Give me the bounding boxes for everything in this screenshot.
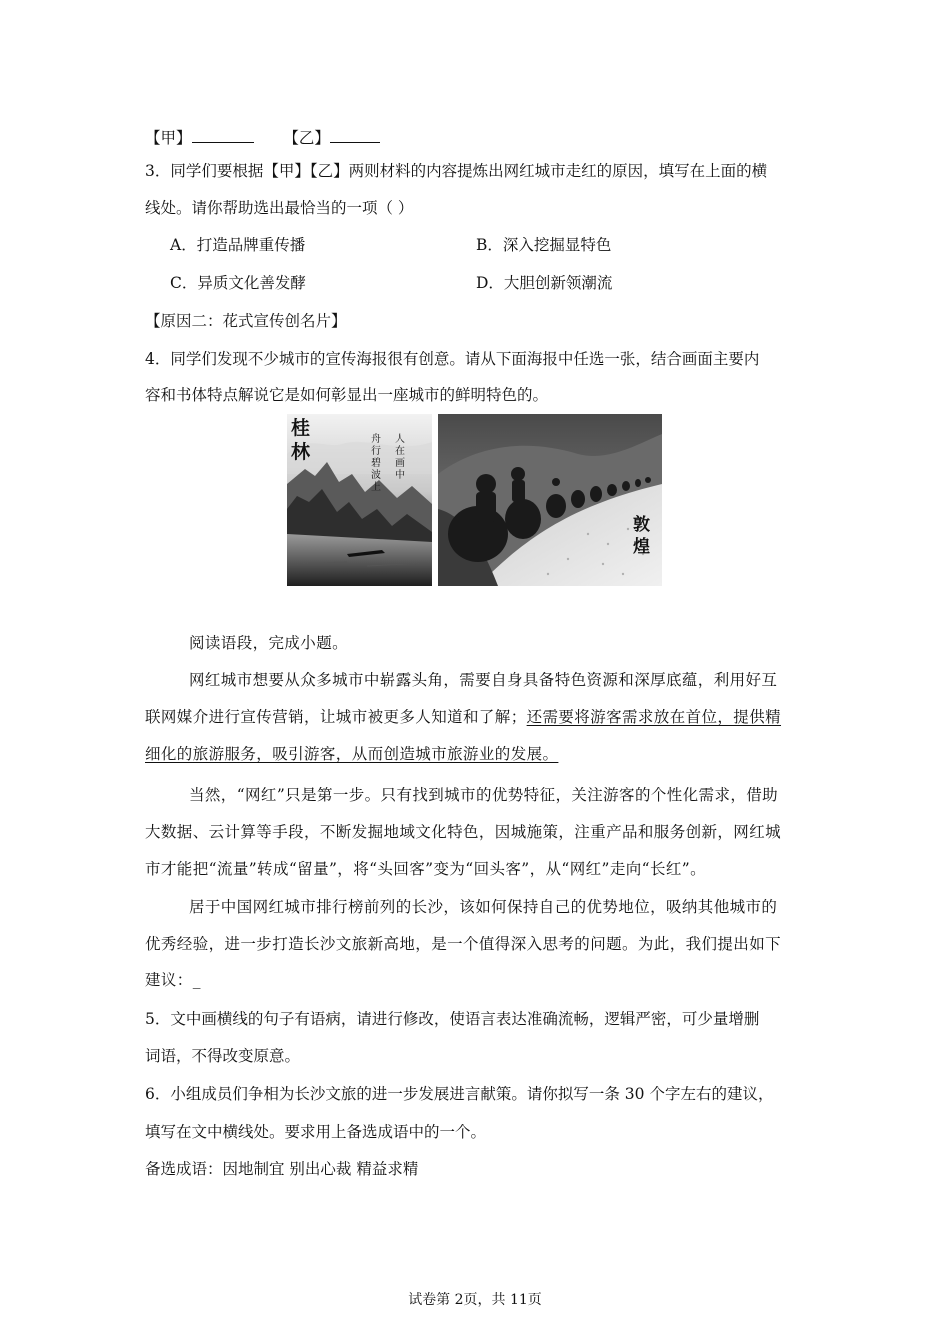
reading-intro: 阅读语段，完成小题。: [189, 634, 349, 652]
passage-p3-line-1: 居于中国网红城市排行榜前列的长沙，该如何保持自己的优势地位，吸纳其他城市的: [189, 898, 778, 916]
passage-p1-line-1: 网红城市想要从众多城市中崭露头角，需要自身具备特色资源和深厚底蕴，利用好互: [189, 671, 778, 689]
q5-line-2: 词语，不得改变原意。: [145, 1047, 301, 1065]
dunhuang-title-1: 敦: [633, 515, 650, 535]
yi-label: 【乙】: [283, 129, 330, 147]
q6-line-2: 填写在文中横线处。要求用上备选成语中的一个。: [145, 1123, 487, 1141]
passage-p3-line-2: 优秀经验，进一步打造长沙文旅新高地，是一个值得深入思考的问题。为此，我们提出如下: [145, 935, 782, 953]
page-footer: 试卷第 2页，共 11页: [408, 1292, 542, 1308]
dunhuang-title-2: 煌: [633, 537, 650, 557]
guilin-title-2: 林: [291, 441, 311, 463]
q3-line-2: 线处。请你帮助选出最恰当的一项（ ）: [145, 199, 414, 217]
q5-line-1: 5．文中画横线的句子有语病，请进行修改，使语言表达准确流畅，逻辑严密，可少量增删: [145, 1010, 760, 1028]
blank-line: [145, 126, 380, 149]
p1-line-2-plain: 联网媒介进行宣传营销，让城市被更多人知道和了解；: [145, 708, 527, 726]
underlined-sentence-part-1: 还需要将游客需求放在首位，提供精: [526, 708, 782, 726]
q3-option-d[interactable]: D．大胆创新领潮流: [476, 274, 613, 292]
q4-line-1: 4．同学们发现不少城市的宣传海报很有创意。请从下面海报中任选一张，结合画面主要内: [145, 350, 760, 368]
guilin-poster: [287, 414, 432, 586]
passage-p3-line-3: 建议：_: [145, 971, 201, 989]
passage-p2-line-3: 市才能把“流量”转成“留量”，将“头回客”变为“回头客”，从“网红”走向“长红”。: [145, 860, 706, 878]
guilin-slogan-a: 人在画中: [395, 434, 405, 481]
idiom-options: 备选成语：因地制宜 别出心裁 精益求精: [145, 1160, 419, 1178]
passage-p1-line-3: [145, 743, 807, 765]
jia-label: 【甲】: [145, 129, 192, 147]
jia-blank[interactable]: [192, 126, 254, 143]
yi-blank[interactable]: [330, 126, 380, 143]
guilin-slogan-b: 舟行碧波上: [371, 434, 381, 493]
q6-line-1: 6．小组成员们争相为长沙文旅的进一步发展进言献策。请你拟写一条 30 个字左右的建议，: [145, 1085, 774, 1103]
dunhuang-caravan-image: [438, 414, 662, 586]
q3-option-b[interactable]: B．深入挖掘显特色: [476, 236, 612, 254]
q3-option-a[interactable]: A．打造品牌重传播: [170, 236, 306, 254]
q3-option-c[interactable]: C．异质文化善发酵: [170, 274, 306, 292]
q3-line-1: 3．同学们要根据【甲】【乙】两则材料的内容提炼出网红城市走红的原因，填写在上面的横: [145, 162, 768, 180]
passage-p1-line-2: [145, 706, 807, 728]
guilin-title-1: 桂: [291, 417, 311, 439]
dunhuang-poster: [438, 414, 662, 586]
q4-line-2: 容和书体特点解说它是如何彰显出一座城市的鲜明特色的。: [145, 386, 549, 404]
passage-p2-line-2: 大数据、云计算等手段，不断发掘地域文化特色，因城施策，注重产品和服务创新，网红城: [145, 823, 782, 841]
section-reason-2: 【原因二：花式宣传创名片】: [145, 312, 347, 330]
passage-p2-line-1: 当然，“网红”只是第一步。只有找到城市的优势特征，关注游客的个性化需求，借助: [189, 786, 779, 804]
underlined-sentence-part-2: 细化的旅游服务，吸引游客，从而创造城市旅游业的发展。: [145, 745, 559, 763]
